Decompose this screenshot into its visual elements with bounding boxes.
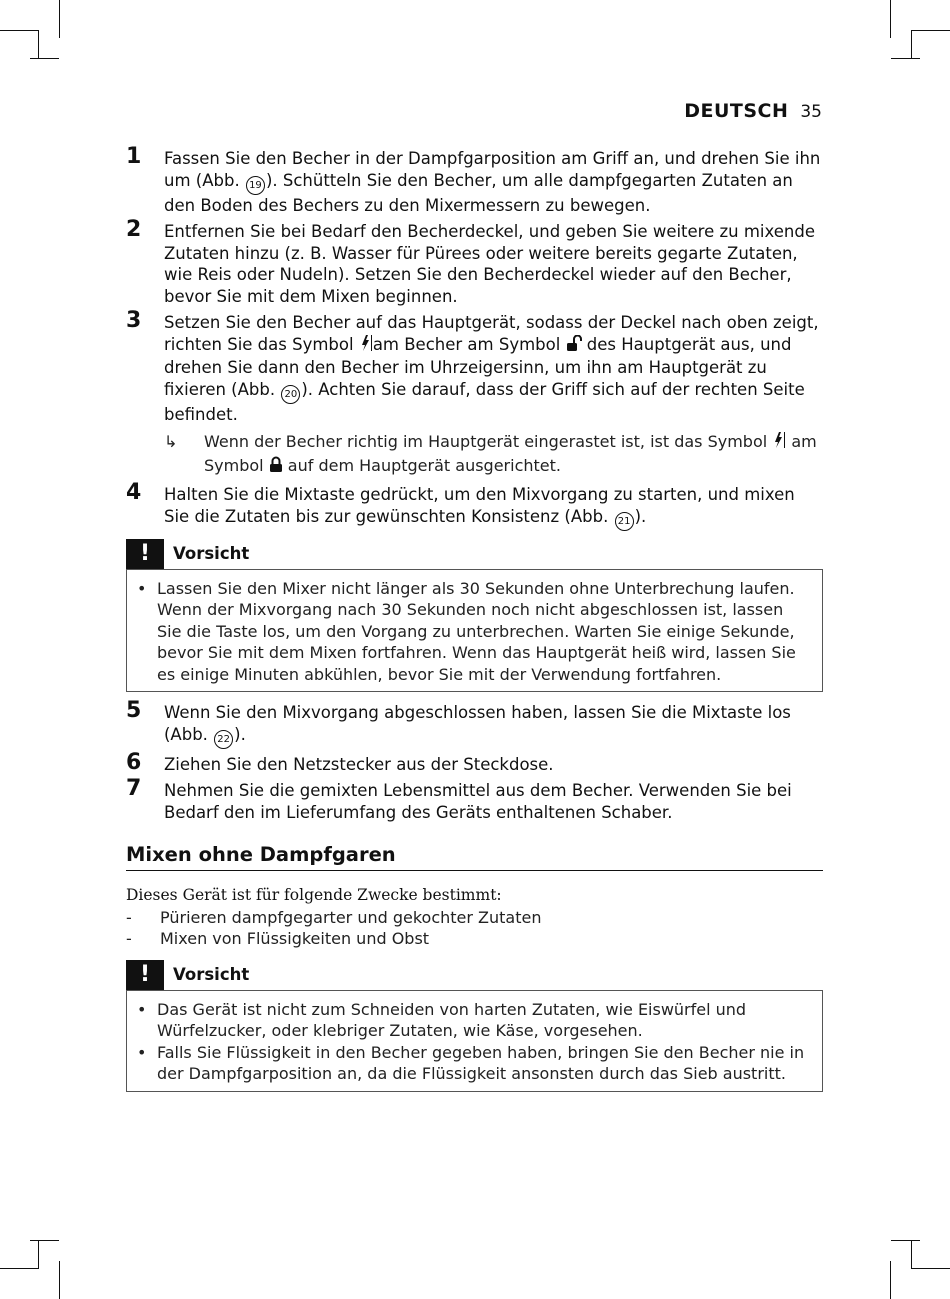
step-text: Halten Sie die Mixtaste gedrückt, um den Mixvorgang zu starten, und mixen Sie die Zutaten bis zur gewünschten Konsistenz (Abb. 21 ).	[164, 484, 823, 531]
caution-item: • Falls Sie Flüssigkeit in den Becher gegeben haben, bringen Sie den Becher nie in der Dampfgarposition an, da die Flüssigkeit ansonsten durch das Sieb austritt.	[137, 1042, 805, 1083]
caution-header	[126, 539, 823, 569]
step-text: Nehmen Sie die gemixten Lebensmittel aus dem Becher. Verwenden Sie bei Bedarf den im Lieferumfang des Geräts enthaltenen Schaber.	[164, 781, 792, 822]
beaker-mark-icon	[772, 431, 786, 455]
caution-label: Vorsicht	[173, 965, 250, 984]
dash-marker: -	[126, 907, 132, 927]
step-3	[126, 308, 823, 425]
page-header	[684, 100, 822, 122]
warning-icon: !	[126, 539, 164, 569]
step-number: 1	[126, 144, 142, 169]
caution-item: • Lassen Sie den Mixer nicht länger als 30 Sekunden ohne Unterbrechung laufen. Wenn der Mixvorgang nach 30 Sekunden noch nicht abgeschlossen ist, lassen Sie die Taste los, um den Vorgang zu unterbrechen. Warten Sie einige Sekunde, bevor Sie mit dem Mixen fortfahren. Wenn das Hauptgerät heiß wird, lassen Sie es einige Minuten abkühlen, bevor Sie mit der Verwendung fortfahren.	[137, 578, 796, 684]
step-text: Setzen Sie den Becher auf das Hauptgerät, sodass der Deckel nach oben zeigt, richten Sie das Symbol am Becher am Symbol des Hauptgerät aus, und drehen Sie dann den Becher im Uhrzeigersinn, um ihn am Hauptgerät zu fixieren (Abb. 20 ). Achten Sie darauf, dass der Griff sich auf der rechten Seite befindet.	[164, 313, 819, 424]
step-number: 2	[126, 217, 142, 242]
dash-marker: -	[126, 929, 132, 948]
bullet-icon: •	[137, 1042, 147, 1062]
step-text: Fassen Sie den Becher in der Dampfgarposition am Griff an, und drehen Sie ihn um (Abb. 19 ). Schütteln Sie den Becher, um alle dampfgegarten Zutaten an den Boden des Bechers zu den Mixermessern zu bewegen.	[164, 149, 821, 215]
section-title: Mixen ohne Dampfgaren	[126, 843, 823, 871]
caution-item: • Das Gerät ist nicht zum Schneiden von harten Zutaten, wie Eiswürfel und Würfelzucker, oder klebriger Zutaten, wie Käse, vorgesehen.	[137, 999, 747, 1040]
result-text: Wenn der Becher richtig im Hauptgerät eingerastet ist, ist das Symbol am Symbol auf dem Hauptgerät ausgerichtet.	[204, 431, 823, 478]
bullet-icon: •	[137, 999, 147, 1019]
step-number: 4	[126, 480, 142, 505]
lock-icon	[269, 456, 283, 479]
step-4	[126, 480, 823, 531]
step-5	[126, 698, 823, 749]
page-content	[126, 144, 823, 1102]
step-2	[126, 217, 823, 307]
result-arrow-icon: ↳	[164, 432, 178, 451]
step-text: Wenn Sie den Mixvorgang abgeschlossen haben, lassen Sie die Mixtaste los (Abb. 22 ).	[164, 702, 823, 749]
step-7	[126, 776, 823, 823]
caution-box	[126, 990, 823, 1092]
caution-label: Vorsicht	[173, 544, 250, 563]
list-item: - Mixen von Flüssigkeiten und Obst	[126, 929, 430, 948]
list-item: - Pürieren dampfgegarter und gekochter Zutaten	[126, 907, 542, 927]
warning-icon: !	[126, 960, 164, 990]
figure-ref: 19	[246, 176, 265, 195]
figure-ref: 22	[214, 730, 233, 749]
step-number: 6	[126, 749, 142, 775]
step-number: 5	[126, 698, 142, 723]
unlock-icon	[566, 335, 582, 358]
caution-box	[126, 569, 823, 693]
language-label: DEUTSCH	[684, 100, 789, 122]
step-number: 3	[126, 308, 142, 333]
step-1	[126, 144, 823, 216]
figure-ref: 21	[615, 512, 634, 531]
step-number: 7	[126, 776, 142, 801]
step-3-result	[164, 431, 823, 478]
page-number: 35	[800, 102, 822, 122]
section-intro: Dieses Gerät ist für folgende Zwecke bestimmt:	[126, 886, 502, 904]
figure-ref: 20	[281, 385, 300, 404]
step-6	[126, 749, 823, 776]
step-text: Ziehen Sie den Netzstecker aus der Steckdose.	[164, 754, 554, 774]
step-text: Entfernen Sie bei Bedarf den Becherdeckel, und geben Sie weitere zu mixende Zutaten hinzu (z. B. Wasser für Pürees oder weitere bereits gegarte Zutaten, wie Reis oder Nudeln). Setzen Sie den Becherdeckel wieder auf den Becher, bevor Sie mit dem Mixen beginnen.	[164, 222, 816, 306]
bullet-icon: •	[137, 578, 147, 598]
caution-header	[126, 960, 823, 990]
beaker-mark-icon	[359, 334, 373, 358]
